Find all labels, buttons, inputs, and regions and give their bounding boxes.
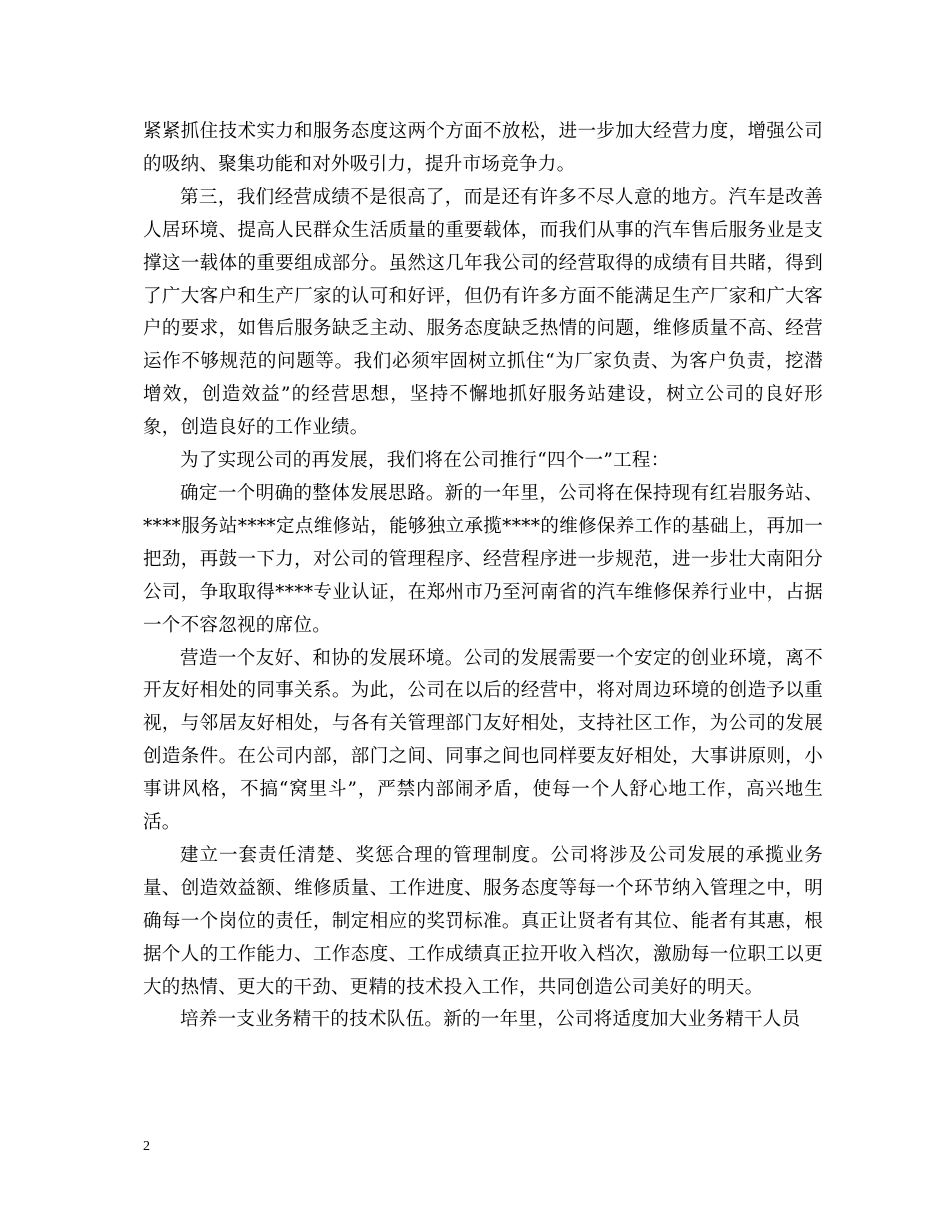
paragraph-2: 第三，我们经营成绩不是很高了，而是还有许多不尽人意的地方。汽车是改善人居环境、提高人民群众生活质量的重要载体，而我们从事的汽车售后服务业是支撑这一载体的重要组成部分。虽然这几年我公司的经营取得的成绩有目共睹，得到了广大客户和生产厂家的认可和好评，但仍有许多方面不能满足生产厂家和广大客户的要求，如售后服务缺乏主动、服务态度缺乏热情的问题，维修质量不高、经营运作不够规范的问题等。我们必须牢固树立抓住“为厂家负责、为客户负责，挖潜增效，创造效益”的经营思想，坚持不懈地抓好服务站建设，树立公司的良好形象，创造良好的工作业绩。 xyxy=(143,186,823,439)
paragraph-1: 紧紧抓住技术实力和服务态度这两个方面不放松，进一步加大经营力度，增强公司的吸纳、聚集功能和对外吸引力，提升市场竞争力。 xyxy=(143,121,823,175)
document-body xyxy=(143,116,823,1037)
paragraph-6: 建立一套责任清楚、奖惩合理的管理制度。公司将涉及公司发展的承揽业务量、创造效益额、维修质量、工作进度、服务态度等每一个环节纳入管理之中，明确每一个岗位的责任，制定相应的奖罚标准。真正让贤者有其位、能者有其惠，根据个人的工作能力、工作态度、工作成绩真正拉开收入档次，激励每一位职工以更大的热情、更大的干劲、更精的技术投入工作，共同创造公司美好的明天。 xyxy=(143,844,823,998)
paragraph-3: 为了实现公司的再发展，我们将在公司推行“四个一”工程： xyxy=(180,450,670,472)
paragraph-5: 营造一个友好、和协的发展环境。公司的发展需要一个安定的创业环境，离不开友好相处的同事关系。为此，公司在以后的经营中，将对周边环境的创造予以重视，与邻居友好相处，与各有关管理部门友好相处，支持社区工作，为公司的发展创造条件。在公司内部，部门之间、同事之间也同样要友好相处，大事讲原则，小事讲风格，不搞“窝里斗”，严禁内部闹矛盾，使每一个人舒心地工作，高兴地生活。 xyxy=(143,647,823,834)
page-number: 2 xyxy=(143,1139,150,1154)
paragraph-7: 培养一支业务精干的技术队伍。新的一年里，公司将适度加大业务精干人员 xyxy=(180,1009,801,1031)
paragraph-4: 确定一个明确的整体发展思路。新的一年里，公司将在保持现有红岩服务站、****服务站****定点维修站，能够独立承揽****的维修保养工作的基础上，再加一把劲，再鼓一下力，对公司的管理程序、经营程序进一步规范，进一步壮大南阳分公司，争取取得****专业认证，在郑州市乃至河南省的汽车维修保养行业中，占据一个不容忽视的席位。 xyxy=(143,482,823,636)
